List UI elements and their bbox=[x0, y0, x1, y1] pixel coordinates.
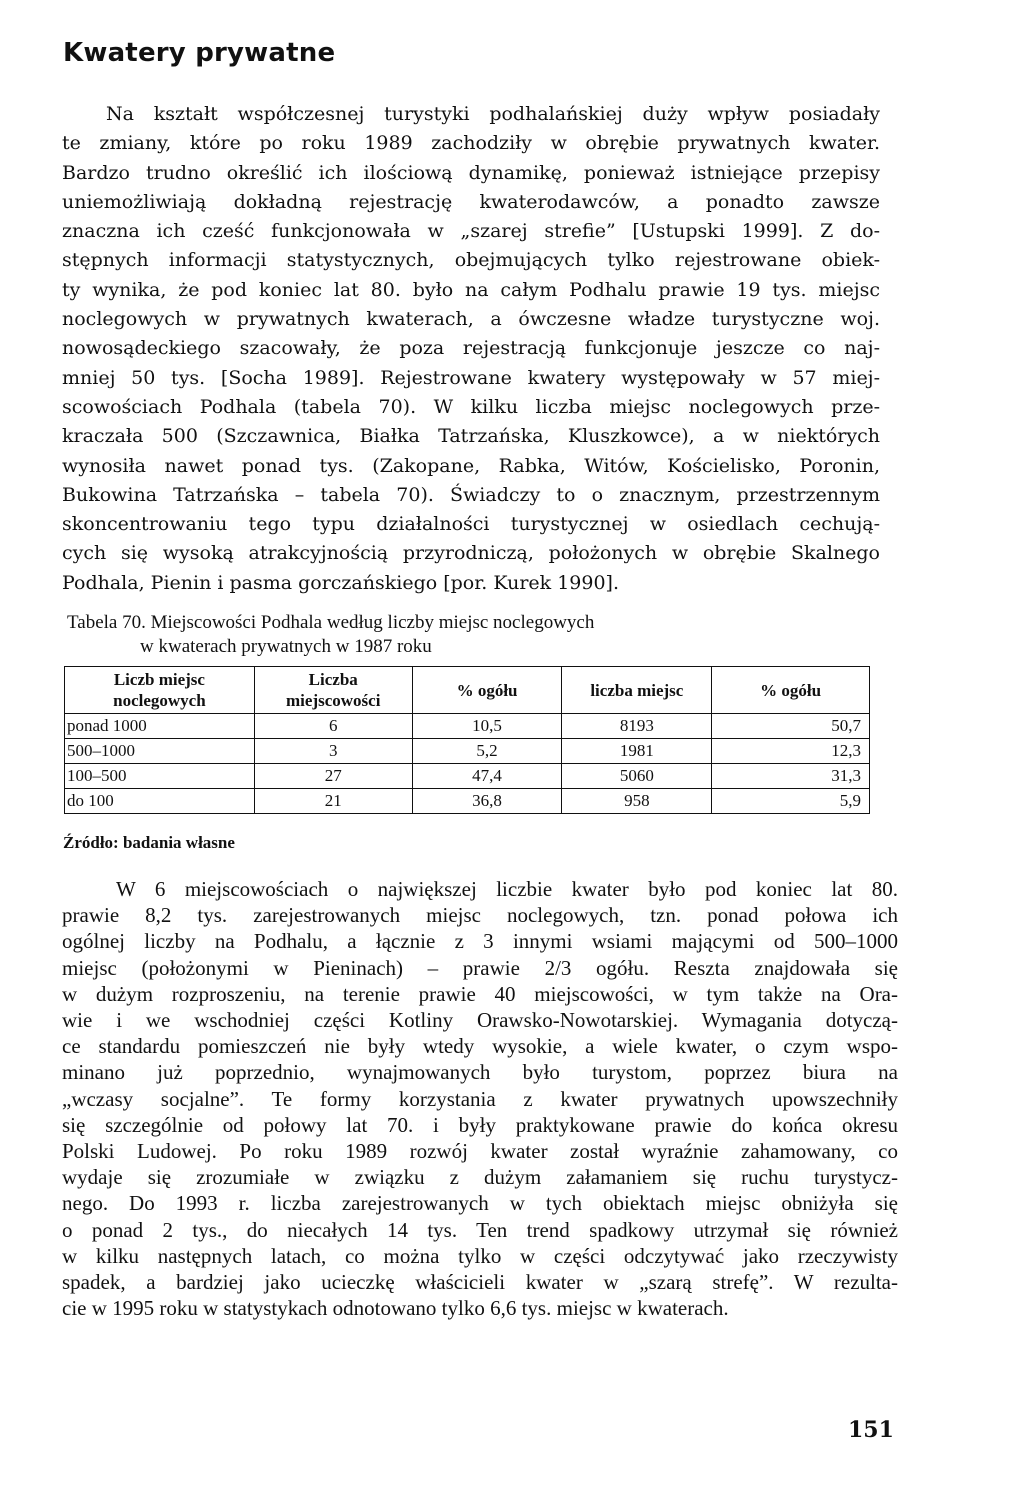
text-line: minano już poprzednio, wynajmowanych było turystom, poprzez biura na bbox=[62, 1060, 898, 1085]
text-line: cych się wysoką atrakcyjnością przyrodniczą, położonych w obrębie Skalnego bbox=[62, 542, 880, 565]
text-line: prawie 8,2 tys. zarejestrowanych miejsc noclegowych, tzn. ponad połowa ich bbox=[62, 903, 898, 928]
table-cell: do 100 bbox=[65, 789, 255, 814]
text-line: miejsc (położonymi w Pieninach) – prawie 2/3 ogółu. Reszta znajdowała się bbox=[62, 955, 898, 980]
table-header-row bbox=[65, 667, 870, 714]
text-line: w kilku następnych latach, co można tylko w części odczytywać jako rzeczywisty bbox=[62, 1243, 898, 1268]
text-line: Na kształt współczesnej turystyki podhalańskiej duży wpływ posiadały bbox=[106, 103, 880, 125]
text-line: skoncentrowaniu tego typu działalności turystycznej w osiedlach cechują- bbox=[62, 513, 880, 536]
table-caption bbox=[67, 611, 767, 659]
text-line: wynosiła nawet ponad tys. (Zakopane, Rabka, Witów, Kościelisko, Poronin, bbox=[62, 454, 880, 477]
text-line: ty wynika, że pod koniec lat 80. było na całym Podhalu prawie 19 tys. miejsc bbox=[62, 278, 880, 301]
table-cell: 50,7 bbox=[712, 714, 870, 739]
text-line: scowościach Podhala (tabela 70). W kilku liczba miejsc noclegowych prze- bbox=[62, 395, 880, 418]
table-row bbox=[65, 789, 870, 814]
text-line: Polski Ludowej. Po roku 1989 rozwój kwater został wyraźnie zahamowany, co bbox=[62, 1139, 898, 1164]
text-line: wie i we wschodniej części Kotliny Orawsko-Nowotarskiej. Wymagania dotyczą- bbox=[62, 1008, 898, 1033]
text-line: Bukowina Tatrzańska – tabela 70). Świadczy to o znacznym, przestrzennym bbox=[62, 483, 880, 506]
text-line: o ponad 2 tys., do niecałych 14 tys. Ten trend spadkowy utrzymał się również bbox=[62, 1217, 898, 1242]
paragraph-body bbox=[62, 876, 898, 1321]
column-header: Liczba miejscowości bbox=[254, 667, 412, 714]
paragraph-intro bbox=[62, 100, 880, 598]
text-line: w dużym rozproszeniu, na terenie prawie 40 miejscowości, w tym także na Ora- bbox=[62, 981, 898, 1006]
text-line: W 6 miejscowościach o największej liczbie kwater było pod koniec lat 80. bbox=[116, 877, 898, 901]
text-line: te zmiany, które po roku 1989 zachodziły w obrębie prywatnych kwater. bbox=[62, 132, 880, 155]
table-cell: 31,3 bbox=[712, 764, 870, 789]
table-cell: 21 bbox=[254, 789, 412, 814]
text-line: „wczasy socjalne”. Te formy korzystania z kwater prywatnych upowszechniły bbox=[62, 1086, 898, 1111]
text-line: stępnych informacji statystycznych, obejmujących tylko rejestrowane obiek- bbox=[62, 249, 880, 272]
table-cell: 27 bbox=[254, 764, 412, 789]
table-caption-line-1: Tabela 70. Miejscowości Podhala według liczby miejsc noclegowych bbox=[67, 612, 595, 633]
table-cell: 12,3 bbox=[712, 739, 870, 764]
table-cell: 8193 bbox=[562, 714, 712, 739]
table-cell: 36,8 bbox=[412, 789, 562, 814]
page-number: 151 bbox=[848, 1417, 894, 1443]
table-source-note: Źródło: badania własne bbox=[63, 833, 235, 852]
text-line: się szczególnie od połowy lat 70. i były praktykowane prawie do końca okresu bbox=[62, 1112, 898, 1137]
table-cell: 958 bbox=[562, 789, 712, 814]
text-line: ogólnej liczby na Podhalu, a łącznie z 3 innymi wsiami mającymi od 500–1000 bbox=[62, 929, 898, 954]
table-cell: 5060 bbox=[562, 764, 712, 789]
table-cell: 6 bbox=[254, 714, 412, 739]
text-line: uniemożliwiają dokładną rejestrację kwaterodawców, a ponadto zawsze bbox=[62, 190, 880, 213]
table-cell: 47,4 bbox=[412, 764, 562, 789]
column-header: Liczb miejsc noclegowych bbox=[65, 667, 255, 714]
text-line: cie w 1995 roku w statystykach odnotowano tylko 6,6 tys. miejsc w kwaterach. bbox=[62, 1296, 729, 1321]
text-line: nego. Do 1993 r. liczba zarejestrowanych w tych obiektach miejsc obniżyła się bbox=[62, 1191, 898, 1216]
table-cell: ponad 1000 bbox=[65, 714, 255, 739]
text-line: spadek, a bardziej jako ucieczkę właścicieli kwater w „szarą strefę”. W rezulta- bbox=[62, 1270, 898, 1295]
text-line: wydaje się zrozumiałe w związku z dużym załamaniem się ruchu turystycz- bbox=[62, 1165, 898, 1190]
text-line: Podhala, Pienin i pasma gorczańskiego [por. Kurek 1990]. bbox=[62, 571, 620, 594]
table-cell: 1981 bbox=[562, 739, 712, 764]
table-row bbox=[65, 739, 870, 764]
text-line: noclegowych w prywatnych kwaterach, a ówczesne władze turystyczne woj. bbox=[62, 308, 880, 331]
table-cell: 5,2 bbox=[412, 739, 562, 764]
text-line: nowosądeckiego szacowały, że poza rejestracją funkcjonuje jeszcze co naj- bbox=[62, 337, 880, 360]
text-line: mniej 50 tys. [Socha 1989]. Rejestrowane kwatery występowały w 57 miej- bbox=[62, 366, 880, 389]
text-line: ce standardu pomieszczeń nie były wtedy wysokie, a wiele kwater, o czym wspo- bbox=[62, 1034, 898, 1059]
table-cell: 500–1000 bbox=[65, 739, 255, 764]
table-cell: 100–500 bbox=[65, 764, 255, 789]
section-heading: Kwatery prywatne bbox=[63, 38, 336, 68]
text-line: znaczna ich cześć funkcjonowała w „szarej strefie” [Ustupski 1999]. Z do- bbox=[62, 220, 880, 243]
column-header: % ogółu bbox=[712, 667, 870, 714]
table-row bbox=[65, 764, 870, 789]
column-header: liczba miejsc bbox=[562, 667, 712, 714]
table-row bbox=[65, 714, 870, 739]
accommodation-table bbox=[64, 666, 870, 814]
column-header: % ogółu bbox=[412, 667, 562, 714]
table-cell: 10,5 bbox=[412, 714, 562, 739]
table-cell: 3 bbox=[254, 739, 412, 764]
table-caption-line-2: w kwaterach prywatnych w 1987 roku bbox=[140, 636, 432, 657]
table-cell: 5,9 bbox=[712, 789, 870, 814]
text-line: kraczała 500 (Szczawnica, Białka Tatrzańska, Kluszkowce), a w niektórych bbox=[62, 425, 880, 448]
text-line: Bardzo trudno określić ich ilościową dynamikę, ponieważ istniejące przepisy bbox=[62, 161, 880, 184]
